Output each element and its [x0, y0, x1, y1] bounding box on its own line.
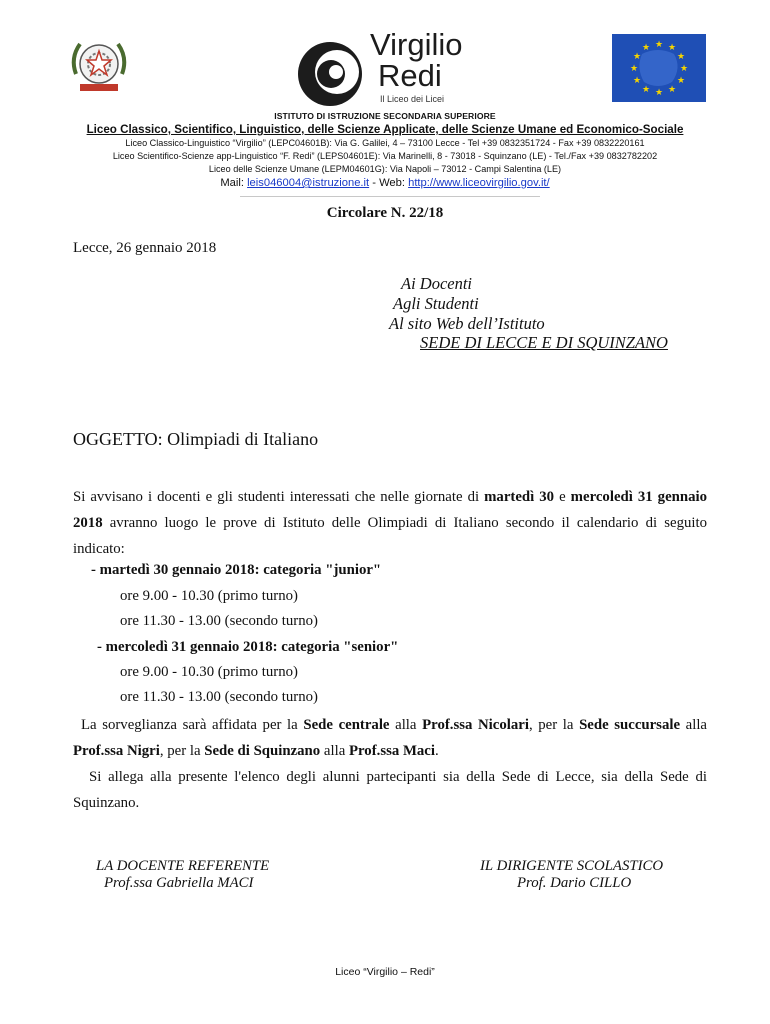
address-line-2: Liceo Scientifico-Scienze app-Linguistico “F. Redi” (LEPS04601E): Via Marinelli, 8 - 73018 - Squinzano (LE) - Tel./Fax +39 0832782202 [112, 151, 658, 161]
recipient-students: Agli Studenti [393, 294, 479, 313]
mail-link[interactable]: leis046004@istruzione.it [247, 177, 370, 189]
virgilio-redi-logo [292, 22, 482, 108]
schedule-junior-shift-2: ore 11.30 - 13.00 (secondo turno) [120, 613, 318, 629]
eu-flag-icon [612, 34, 706, 102]
schedule-junior-shift-1: ore 9.00 - 10.30 (primo turno) [120, 588, 298, 604]
signature-right-role: IL DIRIGENTE SCOLASTICO [480, 858, 664, 874]
institute-title: ISTITUTO DI ISTRUZIONE SECONDARIA SUPERIORE [274, 111, 496, 121]
text: alla [389, 717, 423, 733]
signature-left-name: Prof.ssa Gabriella MACI [104, 875, 254, 891]
announcement-paragraph [73, 484, 707, 562]
text: avranno luogo le prove di Istituto delle Olimpiadi di Italiano secondo il calendario di seguito indicato: [73, 515, 707, 557]
site-central: Sede centrale [303, 717, 390, 733]
text: e [554, 489, 571, 505]
svg-text:★: ★ [667, 85, 677, 95]
date-day-1: martedì 30 [484, 489, 555, 505]
logo-tagline: Il Liceo dei Licei [380, 94, 445, 104]
schedule-senior-shift-2: ore 11.30 - 13.00 (secondo turno) [120, 689, 318, 705]
schedule-senior-heading: - mercoledì 31 gennaio 2018: categoria "senior" [97, 639, 399, 655]
text: La sorveglianza sarà affidata per la [81, 717, 304, 733]
contact-line [0, 177, 770, 189]
recipient-teachers: Ai Docenti [401, 274, 473, 293]
institute-subtitle: Liceo Classico, Scientifico, Linguistico, delle Scienze Applicate, delle Scienze Umane ed Economico-Sociale [86, 123, 684, 136]
text: alla [680, 717, 707, 733]
svg-text:★: ★ [679, 64, 689, 74]
text: Si avvisano i docenti e gli studenti interessati che nelle giornate di [73, 489, 485, 505]
prof-nicolari: Prof.ssa Nicolari [422, 717, 529, 733]
header-divider [240, 196, 540, 197]
mail-label: Mail: [220, 177, 248, 189]
logo-text-1: Virgilio [370, 27, 463, 62]
svg-text:★: ★ [641, 43, 651, 53]
subject-line: OGGETTO: Olimpiadi di Italiano [73, 429, 319, 449]
date-day-2: mercoledì 31 gennaio 2018 [73, 489, 708, 531]
svg-text:★: ★ [632, 76, 642, 86]
site-squinzano: Sede di Squinzano [204, 743, 321, 759]
date-line: Lecce, 26 gennaio 2018 [73, 240, 217, 256]
schedule-senior-shift-1: ore 9.00 - 10.30 (primo turno) [120, 664, 298, 680]
web-link[interactable]: http://www.liceovirgilio.gov.it/ [408, 177, 550, 189]
signature-right-name: Prof. Dario CILLO [517, 875, 632, 891]
italian-republic-emblem-icon [66, 34, 132, 98]
attachment-paragraph: Si allega alla presente l'elenco degli alunni partecipanti sia della Sede di Lecce, sia della Sede di Squinzano. [73, 769, 707, 811]
text: , per la [528, 717, 580, 733]
svg-text:★: ★ [676, 76, 686, 86]
site-branch: Sede succursale [579, 717, 681, 733]
recipient-sites: SEDE DI LECCE E DI SQUINZANO [420, 333, 668, 352]
text: , per la [159, 743, 205, 759]
svg-text:★: ★ [629, 64, 639, 74]
logo-text-2: Redi [378, 58, 442, 93]
text: alla [320, 743, 349, 759]
text: . [435, 743, 439, 759]
svg-text:★: ★ [667, 43, 677, 53]
prof-maci: Prof.ssa Maci [348, 743, 435, 759]
page-footer: Liceo “Virgilio – Redi” [335, 966, 435, 978]
svg-text:★: ★ [641, 85, 651, 95]
supervision-paragraph [73, 712, 707, 764]
recipient-website: Al sito Web dell’Istituto [389, 314, 545, 333]
svg-text:★: ★ [676, 52, 686, 62]
circular-number: Circolare N. 22/18 [326, 205, 444, 221]
address-line-1: Liceo Classico-Linguistico “Virgilio” (LEPC04601B): Via G. Galilei, 4 – 73100 Lecce - Tel +39 0832351724 - Fax +39 0832220161 [125, 138, 645, 148]
address-line-3: Liceo delle Scienze Umane (LEPM04601G): Via Napoli – 73012 - Campi Salentina (LE) [208, 164, 562, 174]
svg-text:★: ★ [654, 88, 664, 98]
schedule-junior-heading: - martedì 30 gennaio 2018: categoria "junior" [91, 562, 382, 578]
signature-left-role: LA DOCENTE REFERENTE [96, 858, 270, 874]
svg-text:★: ★ [632, 52, 642, 62]
web-label: - Web: [369, 177, 409, 189]
prof-nigri: Prof.ssa Nigri [73, 743, 160, 759]
svg-text:★: ★ [654, 40, 664, 50]
